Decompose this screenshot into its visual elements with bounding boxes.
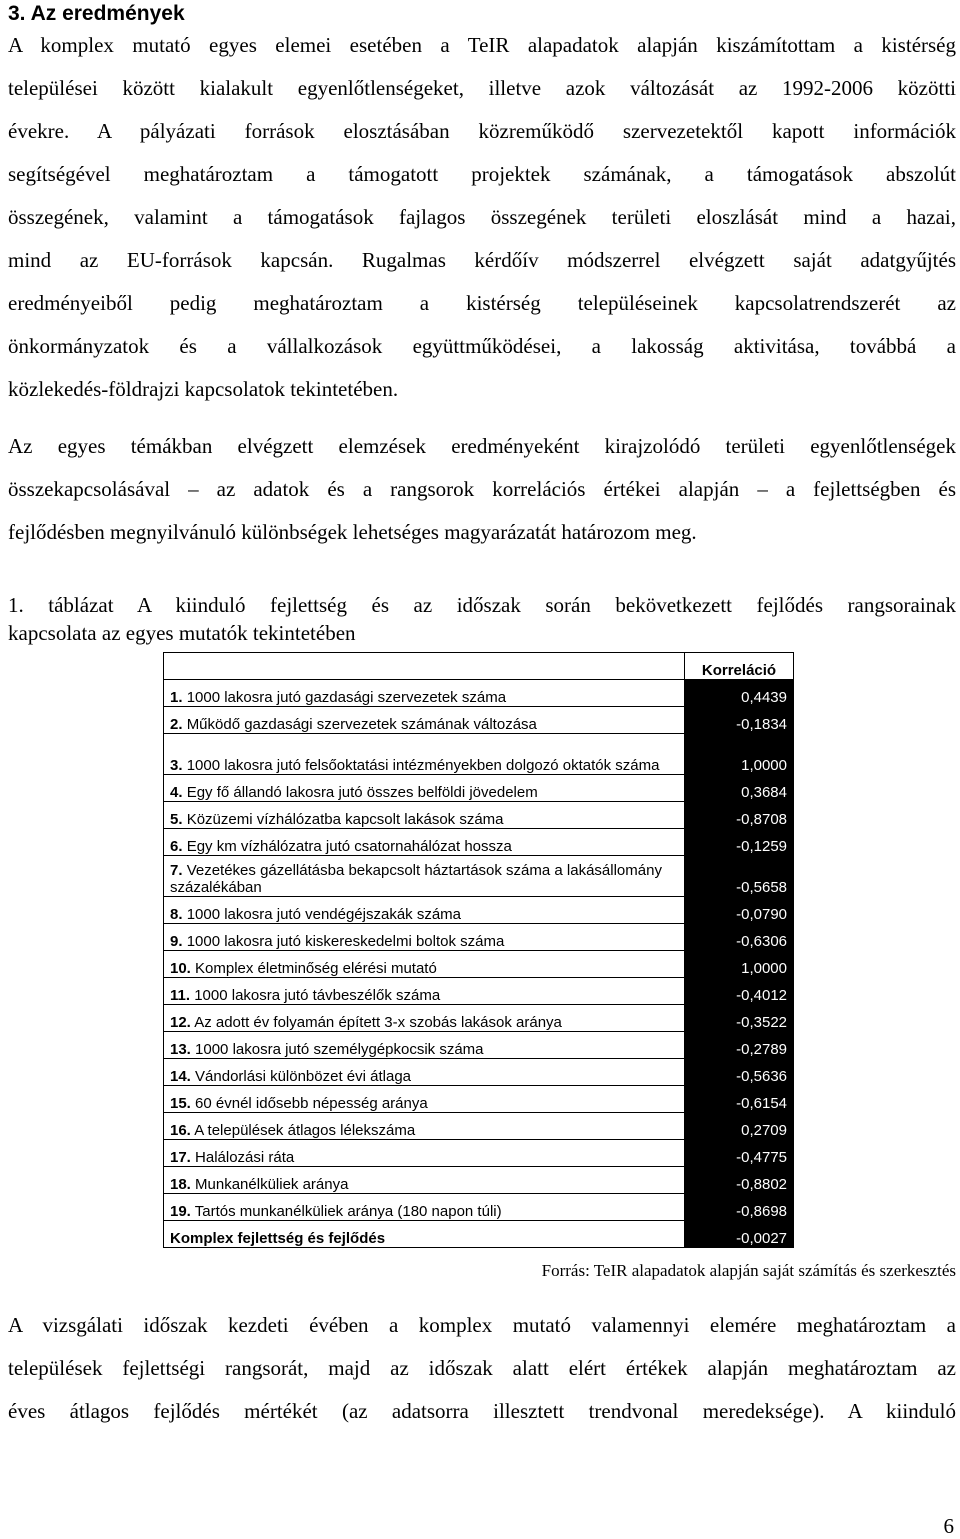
paragraph-line: A vizsgálati időszak kezdeti évében a komplex mutató valamennyi elemére meghatároztam a [8,1313,956,1337]
paragraph-2 [8,431,956,560]
correlation-value-cell: 1,0000 [685,951,794,978]
correlation-value-cell: -0,0790 [685,897,794,924]
correlation-value-cell: -0,6154 [685,1086,794,1113]
indicator-number: 9. [170,933,183,950]
table-row [164,1086,794,1113]
indicator-label: Közüzemi vízhálózatba kapcsolt lakások száma [186,811,504,828]
indicator-label: 60 évnél idősebb népesség aránya [195,1095,428,1112]
section-heading: 3. Az eredmények [8,2,185,25]
indicator-label: Vezetékes gázellátásba bekapcsolt háztartások száma a lakásállomány százalékában [170,862,662,896]
table-row [164,951,794,978]
paragraph-line: segítségével meghatároztam a támogatott projektek számának, a támogatások abszolút [8,162,956,186]
paragraph-line: önkormányzatok és a vállalkozások együttműködései, a lakosság aktivitása, továbbá a [8,334,956,358]
indicator-label-cell [164,829,685,856]
indicator-number: 4. [170,784,183,801]
paragraph-1 [8,30,956,417]
indicator-label: Egy fő állandó lakosra jutó összes belföldi jövedelem [186,784,538,801]
indicator-label: Komplex életminőség elérési mutató [195,960,437,977]
indicator-label-cell [164,951,685,978]
indicator-number: 14. [170,1068,191,1085]
table-row [164,1167,794,1194]
table-row [164,1005,794,1032]
correlation-value-cell: -0,5636 [685,1059,794,1086]
indicator-number: 11. [170,987,191,1004]
table-row [164,775,794,802]
indicator-label: Az adott év folyamán épített 3-x szobás lakások aránya [194,1014,562,1031]
indicator-number: 18. [170,1176,191,1193]
indicator-label: 1000 lakosra jutó távbeszélők száma [194,987,441,1004]
table-row [164,1032,794,1059]
table-caption [8,591,956,647]
indicator-label-cell [164,1113,685,1140]
paragraph-line: települések fejlettségi rangsorát, majd az időszak alatt elért értékek alapján meghatároztam az [8,1356,956,1380]
paragraph-line: éves átlagos fejlődés mértékét (az adatsorra illesztett trendvonal meredeksége). A kiinduló [8,1399,956,1423]
indicator-label-cell [164,1167,685,1194]
correlation-value-cell: -0,1834 [685,707,794,734]
table-row [164,1059,794,1086]
indicator-label: Egy km vízhálózatra jutó csatornahálózat hossza [186,838,512,855]
correlation-value-cell: -0,3522 [685,1005,794,1032]
indicator-label-cell [164,775,685,802]
table-row [164,1140,794,1167]
total-label-cell: Komplex fejlettség és fejlődés [164,1221,685,1248]
indicator-label-cell [164,1194,685,1221]
table-total-row [164,1221,794,1248]
indicator-label-cell [164,1005,685,1032]
indicator-label: A települések átlagos lélekszáma [194,1122,416,1139]
correlation-value-cell: 0,3684 [685,775,794,802]
correlation-value-cell: -0,8698 [685,1194,794,1221]
indicator-label-cell [164,1140,685,1167]
paragraph-line: Az egyes témákban elvégzett elemzések eredményeként kirajzolódó területi egyenlőtlenségek [8,434,956,458]
indicator-label-cell [164,856,685,897]
indicator-number: 17. [170,1149,191,1166]
paragraph-line: A komplex mutató egyes elemei esetében a TeIR alapadatok alapján kiszámítottam a kistérség [8,33,956,57]
paragraph-line: eredményeiből pedig meghatároztam a kistérség településeinek kapcsolatrendszerét az [8,291,956,315]
table-source-note: Forrás: TeIR alapadatok alapján saját számítás és szerkesztés [541,1261,956,1280]
paragraph-line: települései között kialakult egyenlőtlenségeket, illetve azok változását az 1992-2006 közötti [8,76,956,100]
correlation-value-cell: -0,2789 [685,1032,794,1059]
table-row [164,829,794,856]
table-row [164,707,794,734]
indicator-number: 13. [170,1041,191,1058]
indicator-number: 7. [170,862,183,879]
indicator-number: 2. [170,716,183,733]
caption-line: 1. táblázat A kiinduló fejlettség és az időszak során bekövetkezett fejlődés rangsorainak [8,593,956,617]
indicator-number: 12. [170,1014,191,1031]
paragraph-line: közlekedés-földrajzi kapcsolatok tekintetében. [8,377,399,401]
indicator-number: 5. [170,811,183,828]
indicator-label: Halálozási ráta [195,1149,295,1166]
indicator-label-cell [164,734,685,775]
indicator-label: 1000 lakosra jutó felsőoktatási intézményekben dolgozó oktatók száma [186,757,660,774]
indicator-label: Működő gazdasági szervezetek számának változása [186,716,537,733]
table-row [164,856,794,897]
indicator-number: 19. [170,1203,191,1220]
indicator-number: 8. [170,906,183,923]
correlation-table [163,652,794,1248]
indicator-number: 16. [170,1122,191,1139]
table-row [164,802,794,829]
table-row [164,924,794,951]
correlation-value-cell: -0,8708 [685,802,794,829]
table-row [164,897,794,924]
correlation-value-cell: 1,0000 [685,734,794,775]
table-header-row [164,653,794,680]
indicator-label: 1000 lakosra jutó vendégéjszakák száma [186,906,462,923]
indicator-label: Munkanélküliek aránya [195,1176,349,1193]
paragraph-line: évekre. A pályázati források elosztásában közreműködő szervezetektől kapott információk [8,119,956,143]
indicator-label: 1000 lakosra jutó gazdasági szervezetek száma [186,689,507,706]
indicator-number: 6. [170,838,183,855]
indicator-label-cell [164,1059,685,1086]
correlation-value-cell: 0,4439 [685,680,794,707]
table-header-empty-cell [164,653,685,680]
correlation-value-cell: -0,6306 [685,924,794,951]
indicator-label-cell [164,978,685,1005]
correlation-value-cell: 0,2709 [685,1113,794,1140]
correlation-value-cell: -0,4012 [685,978,794,1005]
indicator-number: 1. [170,689,183,706]
paragraph-line: összekapcsolásával – az adatok és a rangsorok korrelációs értékei alapján – a fejlettségben és [8,477,956,501]
indicator-number: 3. [170,757,183,774]
table-row [164,978,794,1005]
table-row [164,680,794,707]
column-header-correlation: Korreláció [685,653,794,680]
indicator-label-cell [164,897,685,924]
table-row [164,734,794,775]
indicator-label-cell [164,802,685,829]
table-row [164,1113,794,1140]
correlation-value-cell: -0,1259 [685,829,794,856]
indicator-label-cell [164,680,685,707]
indicator-label: Vándorlási különbözet évi átlaga [195,1068,412,1085]
indicator-label: 1000 lakosra jutó kiskereskedelmi boltok száma [186,933,505,950]
indicator-label-cell [164,1032,685,1059]
paragraph-line: fejlődésben megnyilvánuló különbségek lehetséges magyarázatát határozom meg. [8,520,697,544]
table-row [164,1194,794,1221]
indicator-number: 15. [170,1095,191,1112]
correlation-value-cell: -0,4775 [685,1140,794,1167]
paragraph-line: mind az EU-források kapcsán. Rugalmas kérdőív módszerrel elvégzett saját adatgyűjtés [8,248,956,272]
indicator-label-cell [164,924,685,951]
paragraph-3 [8,1310,956,1439]
paragraph-line: összegének, valamint a támogatások fajlagos összegének területi eloszlását mind a hazai, [8,205,956,229]
indicator-label-cell [164,707,685,734]
total-value-cell: -0,0027 [685,1221,794,1248]
page-number: 6 [943,1514,954,1538]
correlation-value-cell: -0,8802 [685,1167,794,1194]
indicator-number: 10. [170,960,191,977]
indicator-label: Tartós munkanélküliek aránya (180 napon túli) [194,1203,502,1220]
correlation-value-cell: -0,5658 [685,856,794,897]
caption-line: kapcsolata az egyes mutatók tekintetében [8,621,356,645]
indicator-label-cell [164,1086,685,1113]
indicator-label: 1000 lakosra jutó személygépkocsik száma [195,1041,484,1058]
